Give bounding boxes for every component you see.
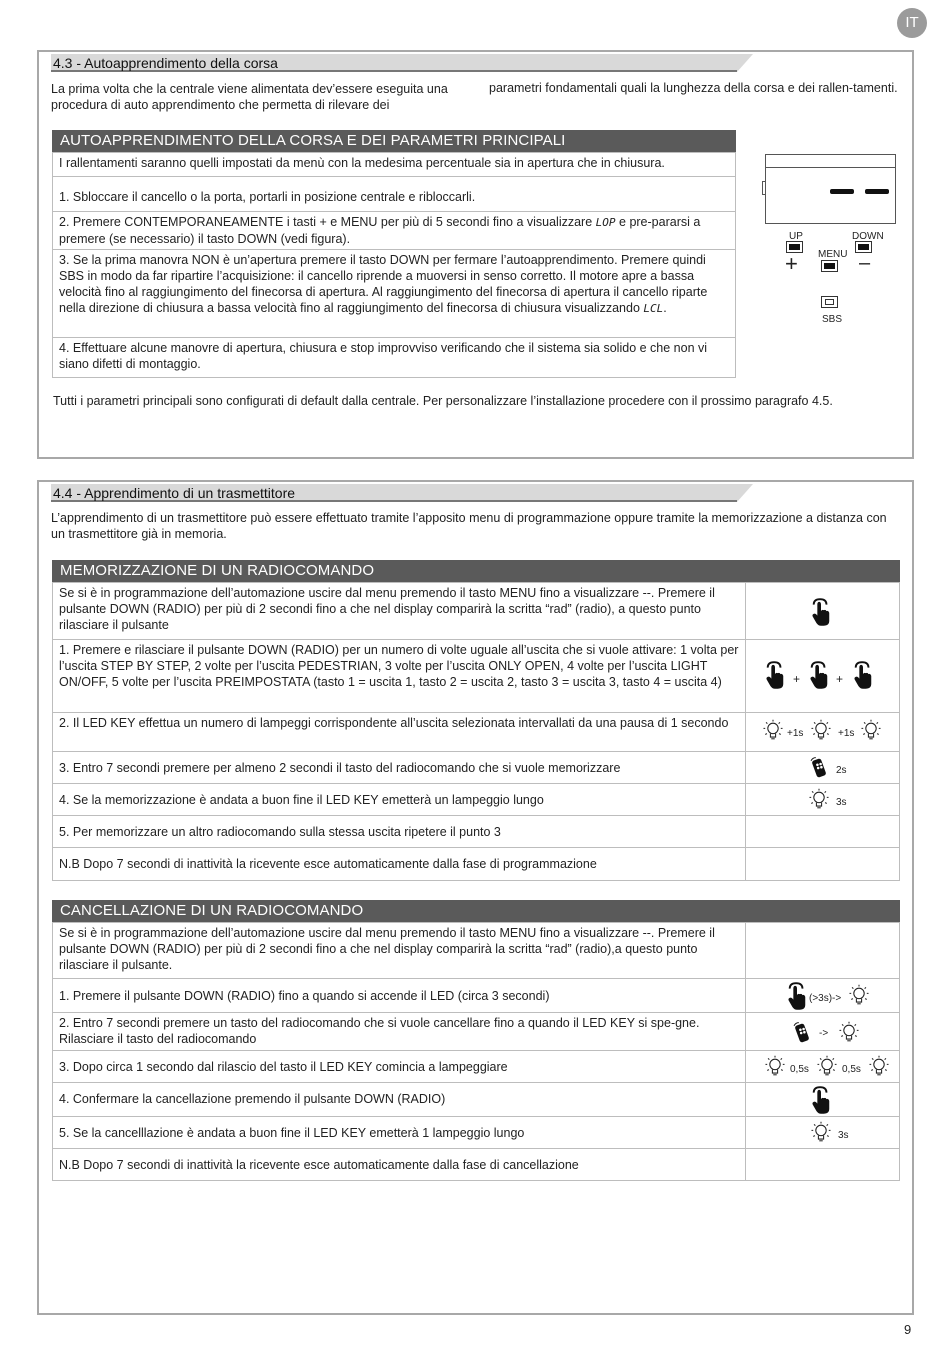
row-text: Se si è in programmazione dell’automazione uscire dal menu premendo il tasto MENU fino a visualizzare --. Premere il pulsante DOWN (RADIO) per più di 2 secondi fino a che nel display comparirà la scritta “rad” (radio),a questo punto rilasciare il pulsante.: [59, 926, 715, 972]
icon-cell: [745, 752, 899, 783]
row-text: 5. Se la cancelllazione è andata a buon fine il LED KEY emetterà 1 lampeggio lungo: [59, 1126, 525, 1140]
table-row: [53, 923, 899, 979]
display-lop: LOP: [595, 216, 616, 229]
led-bulb-icon: [760, 717, 786, 745]
steps-table: [52, 152, 736, 378]
hand-press-icon: [786, 981, 808, 1011]
language-badge: IT: [897, 8, 927, 38]
section-number: 4.3 -: [53, 55, 82, 71]
table-row: [53, 250, 735, 338]
page-number: 9: [904, 1322, 912, 1337]
table-row: [53, 153, 735, 177]
table-row: [53, 1083, 899, 1117]
section-title: [51, 54, 737, 72]
display-segment: [830, 189, 854, 194]
icon-cell: [745, 1051, 899, 1082]
led-bulb-icon: [814, 1053, 840, 1081]
icon-cell: [745, 979, 899, 1012]
hand-press-icon: [852, 660, 874, 690]
row-text: 5. Per memorizzare un altro radiocomando sulla stessa uscita ripetere il punto 3: [59, 825, 501, 839]
led-bulb-icon: [806, 786, 832, 814]
row-text: 1. Premere il pulsante DOWN (RADIO) fino a quando si accende il LED (circa 3 secondi): [59, 989, 550, 1003]
sbs-button[interactable]: [821, 296, 838, 308]
minus-sign: –: [859, 252, 871, 274]
row-text: 2. Entro 7 secondi premere un tasto del radiocomando che si vuole cancellare fino a quando il LED KEY si spe-gne. Rilasciare il tasto del radiocomando: [59, 1016, 700, 1046]
remote-control-icon: [792, 1021, 812, 1045]
remote-control-icon: [809, 756, 829, 780]
time-label: (>3s)->: [809, 993, 842, 1004]
footnote-default-params: Tutti i parametri principali sono configurati di default dalla centrale. Per personalizzare l’installazione procedere con il prossimo paragrafo 4.5.: [53, 394, 833, 408]
section-title-text: Apprendimento di un trasmettitore: [84, 485, 296, 501]
plus-label: +: [836, 672, 844, 686]
row-text: [59, 214, 729, 247]
memorizzazione-table: [52, 582, 900, 881]
icon-cell: [745, 1013, 899, 1050]
time-label: 3s: [838, 1130, 849, 1141]
hand-press-icon: [808, 660, 830, 690]
icon-cell: [745, 1083, 899, 1116]
led-bulb-icon: [808, 1119, 834, 1147]
icon-cell: [745, 583, 899, 639]
section-number: 4.4 -: [53, 485, 82, 501]
table-row: [53, 784, 899, 816]
intro-right: parametri fondamentali quali la lunghezza della corsa e dei rallen-tamenti.: [489, 81, 898, 95]
plus-sign: +: [785, 251, 798, 276]
box-title-autoapprendimento: AUTOAPPRENDIMENTO DELLA CORSA E DEI PARAMETRI PRINCIPALI: [52, 130, 736, 152]
table-row: [53, 1051, 899, 1083]
icon-cell: [745, 640, 899, 712]
time-label: 3s: [836, 797, 847, 808]
table-row: [53, 1149, 899, 1181]
row-text: 3. Dopo circa 1 secondo dal rilascio del tasto il LED KEY comincia a lampeggiare: [59, 1060, 508, 1074]
section-autoapprendimento: [37, 50, 914, 459]
cancellazione-table: [52, 922, 900, 1181]
table-row: [53, 1117, 899, 1149]
table-row: [53, 177, 735, 212]
time-label: 0,5s: [842, 1064, 861, 1075]
display-panel: [765, 154, 896, 224]
table-row: [53, 848, 899, 880]
time-label: +1s: [838, 728, 855, 739]
menu-button[interactable]: [821, 260, 838, 272]
section-title-text: Autoapprendimento della corsa: [84, 55, 278, 71]
display-lcl: LCL: [643, 302, 664, 315]
box-title-cancellazione: CANCELLAZIONE DI UN RADIOCOMANDO: [52, 900, 900, 922]
row-text: 1. Premere e rilasciare il pulsante DOWN (RADIO) per un numero di volte uguale all’uscita che si vuole attivare: 1 volta per l’uscita STEP BY STEP, 2 volte per l’uscita PEDESTRIAN, 3 volte per l’uscita ONLY OPEN, 4 volte per l’uscita LIGHT ON/OFF, 5 volte per l’uscita PREIMPOSTATA (tasto 1 = uscita 1, tasto 2 = uscita 2, tasto 3 = uscita 3, tasto 4 = uscita 4): [59, 643, 739, 689]
table-row: [53, 1013, 899, 1051]
table-row: [53, 752, 899, 784]
icon-cell: [745, 1149, 899, 1181]
icon-cell: [745, 1117, 899, 1148]
row-text: 3. Entro 7 secondi premere per almeno 2 secondi il tasto del radiocomando che si vuole memorizzare: [59, 761, 621, 775]
led-bulb-icon: [836, 1019, 862, 1047]
time-label: 0,5s: [790, 1064, 809, 1075]
intro-text: L’apprendimento di un trasmettitore può essere effettuato tramite l’apposito menu di programmazione oppure tramite la memorizzazione a distanza con un trasmettitore già in memoria.: [51, 511, 887, 541]
menu-label: MENU: [818, 249, 848, 260]
row-text: N.B Dopo 7 secondi di inattività la ricevente esce automaticamente dalla fase di programmazione: [59, 857, 597, 871]
table-row: [53, 640, 899, 713]
section-title: [51, 484, 737, 502]
box-title-memorizzazione: MEMORIZZAZIONE DI UN RADIOCOMANDO: [52, 560, 900, 582]
table-row: [53, 212, 735, 250]
led-bulb-icon: [808, 717, 834, 745]
row-text: 4. Se la memorizzazione è andata a buon fine il LED KEY emetterà un lampeggio lungo: [59, 793, 544, 807]
row-text: Se si è in programmazione dell’automazione uscire dal menu premendo il tasto MENU fino a visualizzare --. Premere il pulsante DOWN (RADIO) per più di 2 secondi fino a che nel display comparirà la scritta “rad” (radio), a questo punto rilasciare il pulsante: [59, 586, 715, 632]
led-bulb-icon: [846, 982, 872, 1010]
up-label: UP: [789, 231, 803, 242]
led-bulb-icon: [866, 1053, 892, 1081]
row-text: N.B Dopo 7 secondi di inattività la ricevente esce automaticamente dalla fase di cancellazione: [59, 1158, 579, 1172]
hand-press-icon: [810, 1085, 832, 1115]
table-row: [53, 816, 899, 848]
intro-left: La prima volta che la centrale viene alimentata dev’essere eseguita una procedura di auto apprendimento che permetta di rilevare dei: [51, 82, 448, 112]
led-bulb-icon: [762, 1053, 788, 1081]
row-text: I rallentamenti saranno quelli impostati da menù con la medesima percentuale sia in apertura che in chiusura.: [59, 156, 665, 170]
table-row: [53, 583, 899, 640]
down-label: DOWN: [852, 231, 884, 242]
table-row: [53, 979, 899, 1013]
icon-cell: [745, 923, 899, 978]
arrow-label: ->: [819, 1028, 829, 1039]
row-text: 4. Effettuare alcune manovre di apertura, chiusura e stop improvviso verificando che il sistema sia solido e che non vi siano difetti di montaggio.: [59, 341, 708, 371]
table-row: [53, 338, 735, 378]
time-label: 2s: [836, 765, 847, 776]
plus-label: +: [793, 672, 801, 686]
row-text-part: e pre-pararsi a premere (se necessario) il tasto DOWN (vedi figura).: [59, 215, 701, 246]
row-text: 1. Sbloccare il cancello o la porta, portarli in posizione centrale e ribloccarli.: [59, 190, 476, 204]
sbs-label: SBS: [822, 314, 843, 325]
icon-cell: [745, 816, 899, 847]
led-bulb-icon: [858, 717, 884, 745]
row-text: 2. Il LED KEY effettua un numero di lampeggi corrispondente all’uscita selezionata intervallati da una pausa di 1 secondo: [59, 716, 729, 730]
table-row: [53, 713, 899, 752]
row-text: 4. Confermare la cancellazione premendo il pulsante DOWN (RADIO): [59, 1092, 446, 1106]
row-text: 3. Se la prima manovra NON è un’apertura premere il tasto DOWN per fermare l’autoapprendimento. Premere quindi SBS in modo da far ripartire l’acquisizione: il cancello riprende a muoversi in senso corretto. Il motore apre a bassa velocità fino al raggiungimento del finecorsa di apertura. Al raggiungimento del finecorsa di apertura il cancello riparte nella direzione di chiusura a bassa velocità fino al raggiungimento del finecorsa di chiusura visualizzando LCL.: [59, 253, 708, 315]
control-panel-figure: [759, 152, 909, 332]
icon-cell: [745, 848, 899, 880]
icon-cell: [745, 784, 899, 815]
hand-press-icon: [810, 597, 832, 627]
display-segment: [865, 189, 889, 194]
section-apprendimento-trasmettitore: [37, 480, 914, 1315]
time-label: +1s: [787, 728, 804, 739]
row-text-part: 3. Se la prima manovra NON è un’apertura premere il tasto DOWN per fermare l’autoapprendimento. Premere quindi SBS in modo da far ripartire l’acquisizione: il cancello riprende a muoversi in senso corretto. Il motore apre a bassa velocità fino al raggiungimento del finecorsa di apertura. Al raggiungimento del finecorsa di apertura il cancello riparte nella direzione di chiusura a bassa velocità fino al raggiungimento del finecorsa di chiusura visualizzando: [59, 253, 708, 315]
icon-cell: [745, 713, 899, 751]
hand-press-icon: [764, 660, 786, 690]
row-text-part: 2. Premere CONTEMPORANEAMENTE i tasti + e MENU per più di 5 secondi fino a visualizzare: [59, 215, 593, 229]
